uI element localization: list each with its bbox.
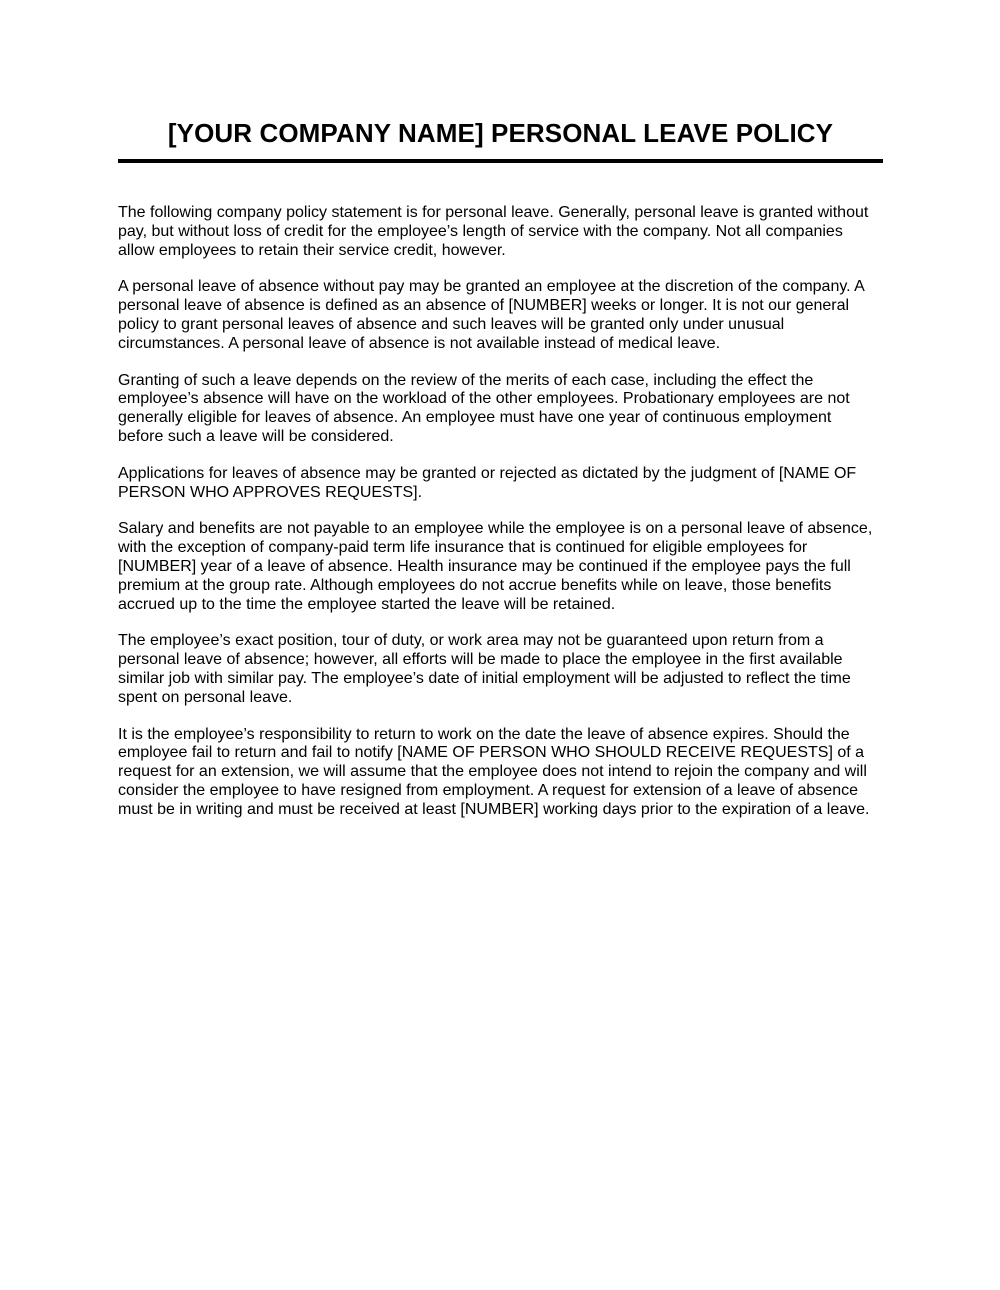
paragraph-salary-benefits: Salary and benefits are not payable to an employee while the employee is on a personal leave of absence, with the exception of company-paid term life insurance that is continued for eligible employees for [NUMBER] year of a leave of absence. Health insurance may be continued if the employee pays the full premium at the group rate. Although employees do not accrue benefits while on leave, those benefits accrued up to the time the employee started the leave will be retained. xyxy=(118,520,873,613)
paragraph-intro: The following company policy statement is for personal leave. Generally, personal leave is granted without pay, but without loss of credit for the employee’s length of service with the company. Not all companies allow employees to retain their service credit, however. xyxy=(118,204,869,259)
paragraph-eligibility: Granting of such a leave depends on the review of the merits of each case, including the effect the employee’s absence will have on the workload of the other employees. Probationary employees are not generally eligible for leaves of absence. An employee must have one year of continuous employment before such a leave will be considered. xyxy=(118,371,850,445)
paragraph-approval: Applications for leaves of absence may be granted or rejected as dictated by the judgment of [NAME OF PERSON WHO APPROVES REQUESTS]. xyxy=(118,464,857,501)
paragraph-position-return: The employee’s exact position, tour of duty, or work area may not be guaranteed upon return from a personal leave of absence; however, all efforts will be made to place the employee in the first available similar job with similar pay. The employee’s date of initial employment will be adjusted to reflect the time spent on personal leave. xyxy=(118,632,851,706)
paragraph-return-responsibility: It is the employee’s responsibility to return to work on the date the leave of absence expires. Should the employee fail to return and fail to notify [NAME OF PERSON WHO SHOULD RECEIVE REQUESTS] of a request for an extension, we will assume that the employee does not intend to rejoin the company and will consider the employee to have resigned from employment. A request for extension of a leave of absence must be in writing and must be received at least [NUMBER] working days prior to the expiration of a leave. xyxy=(118,725,870,818)
document-title: [YOUR COMPANY NAME] PERSONAL LEAVE POLICY xyxy=(167,118,834,148)
paragraph-definition: A personal leave of absence without pay may be granted an employee at the discretion of the company. A personal leave of absence is defined as an absence of [NUMBER] weeks or longer. It is not our general policy to grant personal leaves of absence and such leaves will be granted only under unusual circumstances. A personal leave of absence is not available instead of medical leave. xyxy=(118,278,864,352)
document-page xyxy=(118,0,883,838)
title-divider xyxy=(118,159,883,163)
document-body xyxy=(118,204,875,820)
